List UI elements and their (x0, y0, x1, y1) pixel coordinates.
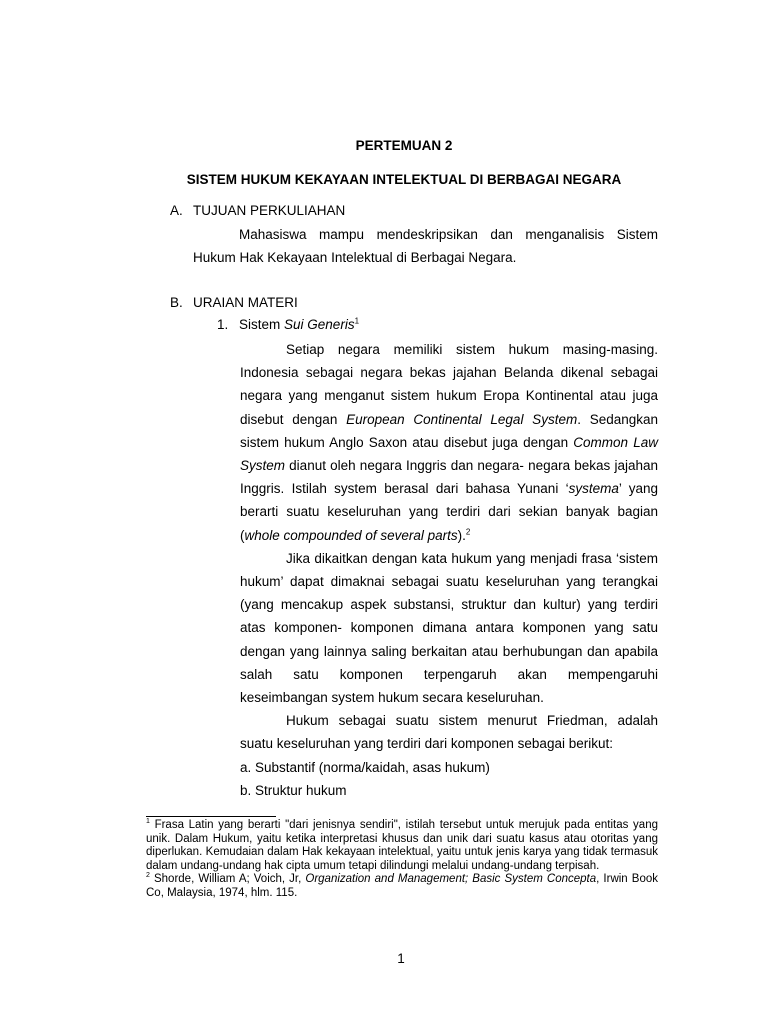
list-item-sui-generis (217, 317, 359, 333)
footnote-1-mark: 1 (146, 818, 150, 826)
main-title: SISTEM HUKUM KEKAYAAN INTELEKTUAL DI BERBAGAI NEGARA (186, 172, 622, 187)
footnote-ref-1[interactable]: 1 (354, 316, 360, 326)
para1-italic-3: systema (568, 481, 619, 497)
para1-italic-4: whole compounded of several parts (244, 527, 458, 543)
section-b-heading-text: URAIAN MATERI (193, 295, 298, 310)
footnote-separator (146, 816, 276, 817)
para1-text-3: dianut oleh negara Inggris dan negara- negara bekas jajahan Inggris. Istilah system berasal dari bahasa Yunani ‘ (240, 458, 658, 497)
para1-text-5: ). (457, 527, 466, 543)
footnote-2-text-b: , Irwin Book Co, Malaysia, 1974, hlm. 115. (146, 873, 658, 899)
footnote-2-text-a: Shorde, William A; Voich, Jr, (149, 873, 306, 886)
list-item-label-italic: Sui Generis (284, 317, 355, 332)
footnote-1-text: Frasa Latin yang berarti "dari jenisnya sendiri", istilah tersebut untuk merujuk pada entitas yang unik. Dalam Hukum, yaitu ketika interpretasi khusus dan unik dari suatu kasus atau otoritas yang diperlukan. Kemudaian dalam Hak kekayaan intelektual, yaitu untuk jenis karya yang tidak termasuk dalam undang-undang hak cipta umum tetapi dilindungi melalui undang-undang terpisah. (146, 819, 658, 872)
footnote-ref-2[interactable]: 2 (465, 527, 471, 537)
section-b-body (240, 338, 658, 802)
meeting-title: PERTEMUAN 2 (355, 138, 453, 153)
section-b-heading (170, 295, 298, 311)
para1-italic-2: Common Law System (240, 434, 658, 474)
paragraph-legal-systems (240, 338, 658, 547)
paragraph-friedman: Hukum sebagai suatu sistem menurut Friedman, adalah suatu keseluruhan yang terdiri dari komponen sebagai berikut: (240, 713, 658, 752)
section-a-letter: A. (170, 203, 183, 218)
footnote-2-mark: 2 (146, 872, 150, 880)
list-item-struktur: b. Struktur hukum (240, 782, 347, 798)
section-a-body (193, 223, 658, 269)
para1-text-4: ’ yang berarti suatu keseluruhan yang terdiri dari sekian banyak bagian ( (240, 481, 658, 543)
footnote-2-italic: Organization and Management; Basic System Concepta (305, 873, 597, 886)
section-a-heading-text: TUJUAN PERKULIAHAN (193, 203, 346, 218)
section-b-letter: B. (170, 295, 183, 310)
para1-text-1: Setiap negara memiliki sistem hukum masing-masing. Indonesia sebagai negara bekas jajahan Belanda dikenal sebagai negara yang menganut sistem hukum Eropa Kontinental atau juga disebut dengan (240, 342, 658, 427)
list-item-label: Sistem (239, 317, 281, 332)
para1-text-2: . Sedangkan sistem hukum Anglo Saxon atau disebut juga dengan (240, 411, 659, 450)
list-item-number: 1. (217, 317, 229, 332)
list-item-substantif: a. Substantif (norma/kaidah, asas hukum) (240, 759, 490, 775)
paragraph-legal-system-meaning: Jika dikaitkan dengan kata hukum yang menjadi frasa ‘sistem hukum’ dapat dimaknai sebagai suatu keseluruhan yang terangkai (yang mencakup aspek substansi, struktur dan kultur) yang terdiri atas komponen- komponen dimana antara komponen yang satu dengan yang lainnya saling berkaitan atau berhubungan dan apabila salah satu komponen terpengaruh akan mempengaruhi keseimbangan system hukum secara keseluruhan. (240, 550, 658, 706)
footnotes (146, 819, 658, 901)
para1-italic-1: European Continental Legal System (346, 411, 578, 427)
footnote-1 (146, 819, 658, 873)
section-a-heading (170, 203, 345, 219)
section-a-paragraph: Mahasiswa mampu mendeskripsikan dan menganalisis Sistem Hukum Hak Kekayaan Intelektual di Berbagai Negara. (193, 227, 658, 266)
page-number: 1 (397, 951, 405, 966)
footnote-2 (146, 873, 658, 900)
